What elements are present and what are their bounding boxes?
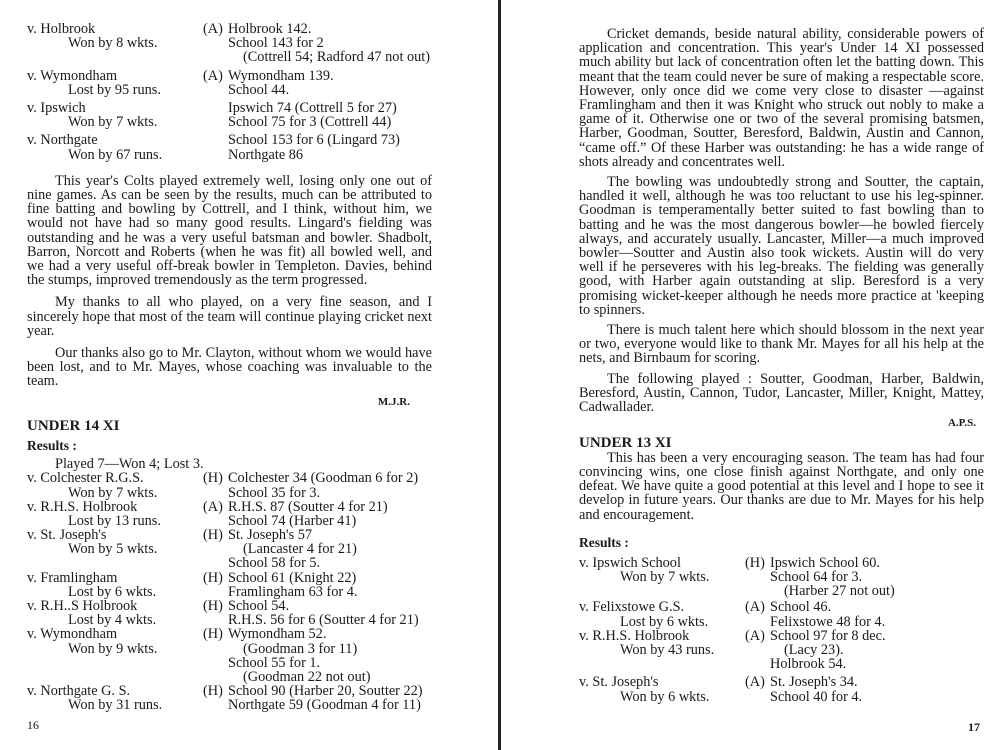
- venue: (H): [203, 683, 223, 700]
- result-row-cont: [27, 698, 432, 712]
- u14-players-paragraph: The following played : Soutter, Goodman, Harber, Baldwin, Beresford, Austin, Cannon, Tudor, Lancaster, Miller, Knight, Mattey, Cadwallader.: [579, 370, 984, 416]
- signature: A.P.S.: [947, 417, 976, 430]
- score-line: (Lancaster 4 for 21): [243, 541, 357, 558]
- result-row-cont: [579, 584, 984, 598]
- score-line: (Goodman 22 not out): [243, 668, 371, 685]
- page-number: 17: [968, 720, 980, 734]
- outcome: Won by 7 wkts.: [68, 484, 158, 501]
- score-line: Northgate 59 (Goodman 4 for 11): [228, 697, 421, 714]
- result-row-cont: [27, 585, 432, 599]
- opponent: v. Felixstowe G.S.: [579, 599, 685, 616]
- result-row: [27, 684, 432, 698]
- score-line: School 35 for 3.: [228, 484, 321, 501]
- result-row-cont: [579, 615, 984, 629]
- outcome: Lost by 6 wkts.: [620, 613, 709, 630]
- result-row: [27, 571, 432, 585]
- score-line: School 75 for 3 (Cottrell 44): [228, 114, 392, 131]
- result-row-cont: [579, 690, 984, 704]
- outcome: Won by 67 runs.: [68, 146, 163, 163]
- score-line: (Harber 27 not out): [784, 583, 895, 600]
- score-line: St. Joseph's 57: [228, 527, 313, 544]
- result-row: [27, 528, 432, 542]
- result-row: [579, 600, 984, 614]
- result-row-cont: [27, 83, 432, 97]
- result-row-cont: [27, 36, 432, 50]
- venue: (H): [203, 598, 223, 615]
- colts-report-paragraph: This year's Colts played extremely well, losing only one out of nine games. As can be seen by the results, much can be attributed to fine batting and bowling by Cottrell, and I think, without him, we would not have had so many good results. Lingard's fielding was outstanding and he was a very useful batsman and bowler. Shadbolt, Barron, Norcott and Roberts (when he was fit) all bowled well, and we had a very useful off-break bowler in Templeton. Davies, behind the stumps, improved tremendously as the term progressed.: [27, 172, 432, 289]
- outcome: Won by 7 wkts.: [68, 114, 158, 131]
- opponent: v. Northgate: [27, 132, 98, 149]
- outcome: Lost by 6 wkts.: [68, 583, 157, 600]
- venue: (A): [745, 674, 765, 691]
- result-row-cont: [27, 613, 432, 627]
- score-line: Framlingham 63 for 4.: [228, 583, 358, 600]
- result-row: [579, 556, 984, 570]
- venue: (A): [745, 627, 765, 644]
- result-row-cont: [27, 556, 432, 570]
- opponent: v. Ipswich: [27, 99, 86, 116]
- score-line: School 153 for 6 (Lingard 73): [228, 132, 400, 149]
- outcome: Won by 8 wkts.: [68, 35, 158, 52]
- opponent: v. R.H.S. Holbrook: [579, 627, 690, 644]
- result-row-cont: [27, 514, 432, 528]
- result-row-cont: [579, 657, 984, 671]
- u14-batting-paragraph: Cricket demands, beside natural ability, considerable powers of application and concentration. This year's Under 14 XI possessed much ability but lack of concentration often let the batting down. This meant that the team could never be sure of making a respectable score. However, only once did we come very close to disaster —against Framlingham and then it was Knight who struck out nobly to make a game of it. Otherwise one or two of the several promising batsmen, Harber, Goodman, Soutter, Beresford, Baldwin, Austin and Cannon, “came off.” Of these Harber was outstanding: he has a wide range of shots already and concentrates well.: [579, 26, 984, 170]
- u14-thanks-paragraph: There is much talent here which should blossom in the next year or two, everyone would like to thank Mr. Mayes for all his help at the nets, and Birnbaum for scoring.: [579, 322, 984, 367]
- opponent: v. St. Joseph's: [579, 674, 659, 691]
- venue: (A): [203, 21, 223, 37]
- score-line: Ipswich 74 (Cottrell 5 for 27): [228, 99, 397, 116]
- result-row: [27, 133, 432, 147]
- result-row: [27, 69, 432, 83]
- colts-coaches-paragraph: Our thanks also go to Mr. Clayton, without whom we would have been lost, and to Mr. Mayes, whose coaching was invaluable to the team.: [27, 344, 432, 390]
- colts-results-block: [27, 22, 432, 713]
- opponent: v. Northgate G. S.: [27, 683, 131, 700]
- result-row: [579, 675, 984, 689]
- outcome: Won by 5 wkts.: [68, 541, 158, 558]
- season-summary: Played 7—Won 4; Lost 3.: [55, 456, 204, 473]
- outcome: Won by 7 wkts.: [620, 569, 710, 586]
- outcome: Won by 31 runs.: [68, 697, 163, 714]
- score-line: School 40 for 4.: [770, 688, 863, 705]
- score-line: Wymondham 52.: [228, 626, 327, 643]
- result-row-cont: [27, 486, 432, 500]
- score-line: School 55 for 1.: [228, 654, 321, 671]
- outcome: Won by 6 wkts.: [620, 688, 710, 705]
- opponent: v. Ipswich School: [579, 554, 681, 571]
- opponent: v. Holbrook: [27, 21, 96, 37]
- signature: M.J.R.: [377, 395, 410, 408]
- book-spine-divider: [498, 0, 501, 750]
- opponent: v. R.H.S. Holbrook: [27, 498, 138, 515]
- result-row-cont: [27, 656, 432, 670]
- score-detail: (Cottrell 54; Radford 47 not out): [243, 49, 431, 66]
- outcome: Lost by 13 runs.: [68, 512, 161, 529]
- score-line: Holbrook 54.: [770, 656, 847, 673]
- result-row-cont: [27, 642, 432, 656]
- score-line: (Lacy 23).: [784, 642, 844, 659]
- u13-results-list: [579, 556, 984, 704]
- result-row-cont: [579, 643, 984, 657]
- outcome: Won by 43 runs.: [620, 642, 715, 659]
- venue: (H): [203, 470, 223, 487]
- score-line: School 143 for 2: [228, 35, 324, 52]
- venue: (H): [203, 569, 223, 586]
- score-line: Colchester 34 (Goodman 6 for 2): [228, 470, 419, 487]
- section-heading-under-14: UNDER 14 XI: [27, 417, 120, 434]
- results-label: Results :: [579, 534, 629, 550]
- venue: (H): [745, 554, 765, 571]
- score-line: Felixstowe 48 for 4.: [770, 613, 886, 630]
- score-line: School 64 for 3.: [770, 569, 863, 586]
- result-row-cont: [27, 670, 432, 684]
- section-heading-under-13: UNDER 13 XI: [579, 435, 672, 452]
- opponent: v. Wymondham: [27, 626, 118, 643]
- score-line: School 90 (Harber 20, Soutter 22): [228, 683, 423, 700]
- result-row: [27, 101, 432, 115]
- score-line: School 74 (Harber 41): [228, 512, 357, 529]
- venue: (A): [745, 599, 765, 616]
- score-line: School 97 for 8 dec.: [770, 627, 886, 644]
- score-line: School 54.: [228, 598, 290, 615]
- left-page: [0, 0, 498, 750]
- venue: (H): [203, 626, 223, 643]
- result-row: [27, 599, 432, 613]
- score-line: Wymondham 139.: [228, 67, 334, 84]
- venue: (A): [203, 67, 223, 84]
- score-line: R.H.S. 56 for 6 (Soutter 4 for 21): [228, 612, 419, 629]
- score-line: (Goodman 3 for 11): [243, 640, 358, 657]
- score-line: School 61 (Knight 22): [228, 569, 357, 586]
- score-line: School 44.: [228, 81, 290, 98]
- opponent: v. St. Joseph's: [27, 527, 107, 544]
- score-line: School 58 for 5.: [228, 555, 321, 572]
- score-line: Holbrook 142.: [228, 21, 312, 37]
- u14-results-list: [27, 471, 432, 712]
- u14-bowling-paragraph: The bowling was undoubtedly strong and Soutter, the captain, handled it well, although he was too reluctant to use his leg-spinner. Goodman is temperamentally better suited to fast bowling than to batting and he was the most dangerous bowler—he bowled fiercely always, and accurately usually. Lancaster, Miller—a much improved bowler—Soutter and Austin also took wickets. Austin will do very well if he perseveres with his leg-breaks. The fielding was generally good, with Harber again outstanding at slip. Beresford is a very promising wicket-keeper although he needs more practice at 'keeping to spinners.: [579, 174, 984, 318]
- right-page: [502, 0, 1004, 750]
- result-row-cont: [579, 570, 984, 584]
- opponent: v. Framlingham: [27, 569, 118, 586]
- score-line: R.H.S. 87 (Soutter 4 for 21): [228, 498, 388, 515]
- score-line: St. Joseph's 34.: [770, 674, 858, 691]
- venue: (A): [203, 498, 223, 515]
- score-line: Northgate 86: [228, 146, 304, 163]
- result-row-cont: [27, 50, 432, 64]
- u14-report-block: [579, 27, 984, 704]
- opponent: v. Wymondham: [27, 67, 118, 84]
- page-number: 16: [27, 718, 39, 732]
- u13-report-paragraph: This has been a very encouraging season. The team has had four convincing wins, one close finish against Northgate, and only one defeat. We have quite a good potential at this level and I hope to see it develop in future years. Our thanks are due to Mr. Mayes for his help and encouragement.: [579, 449, 984, 523]
- result-row: [27, 471, 432, 485]
- opponent: v. R.H..S Holbrook: [27, 598, 138, 615]
- opponent: v. Colchester R.G.S.: [27, 470, 144, 487]
- result-row-cont: [27, 115, 432, 129]
- result-row-cont: [27, 542, 432, 556]
- outcome: Won by 9 wkts.: [68, 640, 158, 657]
- outcome: Lost by 95 runs.: [68, 81, 161, 98]
- result-row: [579, 629, 984, 643]
- results-label: Results :: [27, 437, 77, 453]
- result-row: [27, 22, 432, 36]
- score-line: School 46.: [770, 599, 832, 616]
- score-line: Ipswich School 60.: [770, 554, 880, 571]
- colts-thanks-paragraph: My thanks to all who played, on a very fine season, and I sincerely hope that most of the team will continue playing cricket next year.: [27, 294, 432, 339]
- result-row: [27, 500, 432, 514]
- result-row-cont: [27, 148, 432, 162]
- result-row: [27, 627, 432, 641]
- outcome: Lost by 4 wkts.: [68, 612, 157, 629]
- venue: (H): [203, 527, 223, 544]
